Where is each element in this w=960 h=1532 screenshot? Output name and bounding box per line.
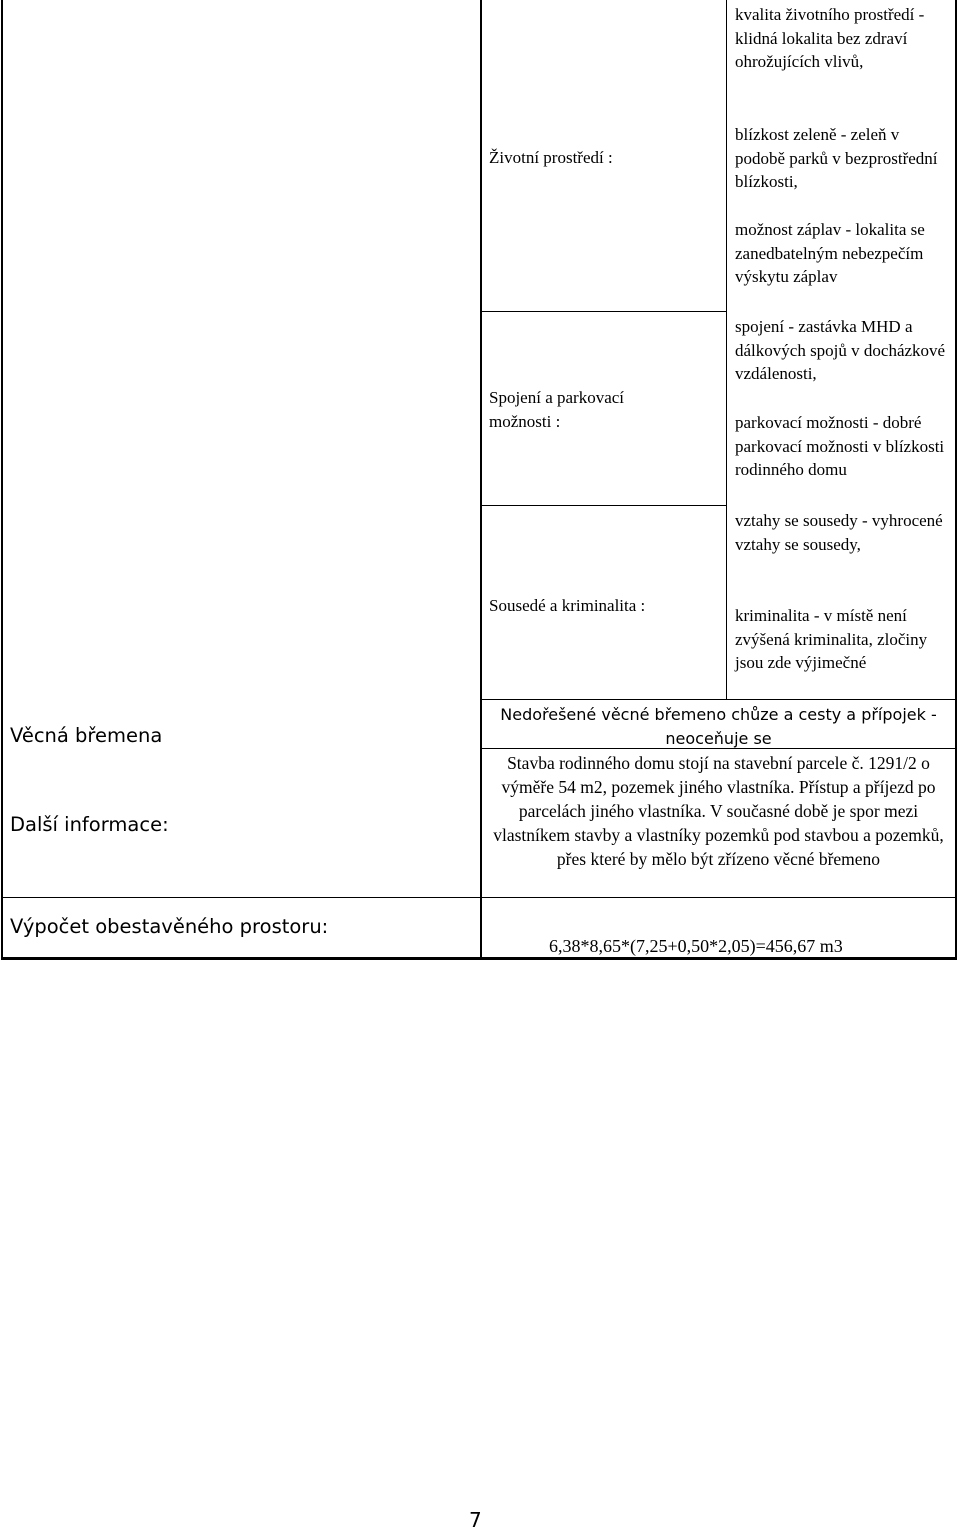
row-divider-3 bbox=[480, 699, 957, 700]
other-info-value: Stavba rodinného domu stojí na stavební parcele č. 1291/2 o výměře 54 m2, pozemek jiného vlastníka. Přístup a příjezd po parcelách jiného vlastníka. V současné době je spor mezi vlastníkem stavby a vlastníky pozemků pod stavbou a pozemků, přes které by mělo být zřízeno věcné břemeno bbox=[493, 753, 944, 869]
row-divider-2 bbox=[480, 505, 727, 506]
row-divider-5 bbox=[1, 897, 957, 898]
table-border-right-col-left bbox=[726, 0, 727, 700]
transport-item-1: spojení - zastávka MHD a dálkových spojů v docházkové vzdálenosti, bbox=[735, 317, 946, 383]
table-border-right bbox=[955, 0, 957, 960]
easements-value: Nedořešené věcné břemeno chůze a cesty a přípojek - neoceňuje se bbox=[500, 705, 937, 748]
environment-item-1: kvalita životního prostředí - klidná lokalita bez zdraví ohrožujících vlivů, bbox=[735, 5, 925, 71]
environment-item-2: blízkost zeleně - zeleň v podobě parků v bezprostřední blízkosti, bbox=[735, 125, 938, 191]
row-divider-1 bbox=[480, 311, 727, 312]
environment-item-3: možnost záplav - lokalita se zanedbatelným nebezpečím výskytu záplav bbox=[735, 220, 925, 286]
environment-label: Životní prostředí : bbox=[489, 148, 613, 167]
table-border-mid bbox=[480, 0, 482, 960]
transport-item-2: parkovací možnosti - dobré parkovací možnosti v blízkosti rodinného domu bbox=[735, 413, 945, 479]
transport-label: Spojení a parkovací možnosti : bbox=[489, 388, 625, 431]
table-border-left bbox=[1, 0, 3, 960]
easements-label: Věcná břemena bbox=[10, 724, 163, 747]
neighbours-label: Sousedé a kriminalita : bbox=[489, 596, 646, 615]
neighbours-item-2: kriminalita - v místě není zvýšená kriminalita, zločiny jsou zde výjimečné bbox=[735, 606, 928, 672]
volume-value: 6,38*8,65*(7,25+0,50*2,05)=456,67 m3 bbox=[549, 936, 843, 956]
volume-label: Výpočet obestavěného prostoru: bbox=[10, 915, 329, 938]
other-info-label: Další informace: bbox=[10, 813, 169, 836]
neighbours-item-1: vztahy se sousedy - vyhrocené vztahy se sousedy, bbox=[735, 511, 943, 554]
page-number: 7 bbox=[469, 1508, 482, 1532]
